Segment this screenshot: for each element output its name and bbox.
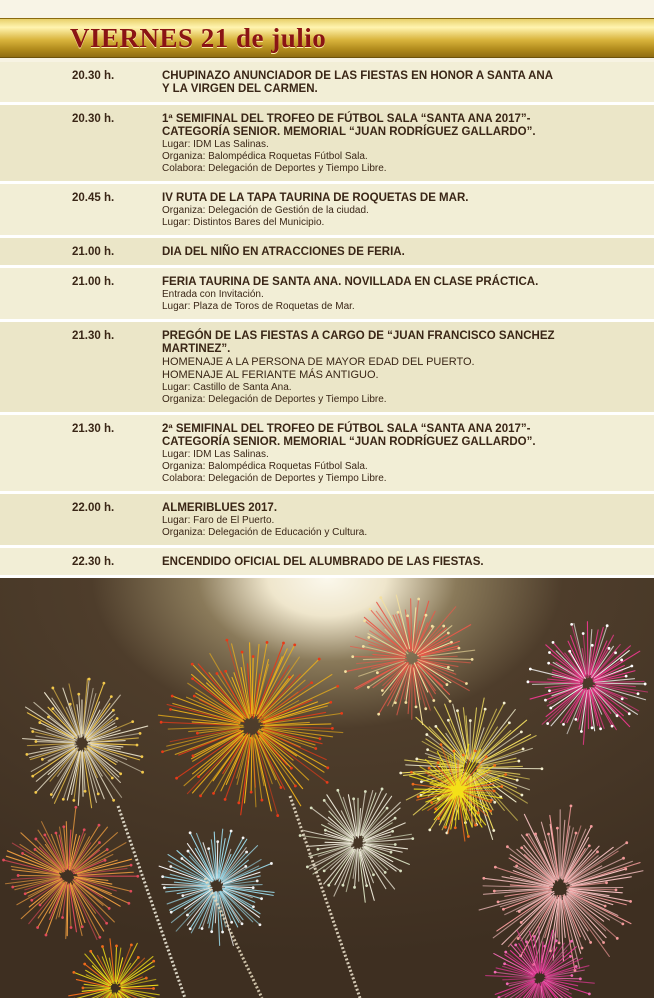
event-detail: Lugar: Plaza de Toros de Roquetas de Mar. [162,301,355,312]
event-content [162,330,602,406]
event-headline: CATEGORÍA SENIOR. MEMORIAL “JUAN RODRÍGUEZ GALLARDO”. [162,436,536,448]
event-time: 21.00 h. [72,246,115,258]
top-strip [0,0,654,20]
event-row [0,268,654,322]
event-headline: CHUPINAZO ANUNCIADOR DE LAS FIESTAS EN HONOR A SANTA ANA [162,70,553,82]
event-row [0,494,654,548]
event-detail: Colabora: Delegación de Deportes y Tiempo Libre. [162,473,387,484]
fireworks-illustration [0,578,654,998]
event-content [162,70,602,96]
event-time: 22.00 h. [72,502,115,514]
event-time: 22.30 h. [72,556,115,568]
event-time: 20.30 h. [72,70,115,82]
event-headline: FERIA TAURINA DE SANTA ANA. NOVILLADA EN CLASE PRÁCTICA. [162,276,539,288]
event-content [162,113,602,175]
event-detail: Organiza: Delegación de Deportes y Tiempo Libre. [162,394,387,405]
event-detail: Organiza: Delegación de Gestión de la ciudad. [162,205,369,216]
day-banner [0,18,654,58]
event-detail: Lugar: Faro de El Puerto. [162,515,275,526]
event-row [0,322,654,415]
event-content [162,502,602,539]
event-row [0,415,654,494]
event-time: 21.00 h. [72,276,115,288]
event-headline: ALMERIBLUES 2017. [162,502,278,514]
event-detail: Organiza: Balompédica Roquetas Fútbol Sala. [162,461,368,472]
event-tribute: HOMENAJE A LA PERSONA DE MAYOR EDAD DEL PUERTO. [162,356,475,368]
event-row [0,62,654,105]
event-content [162,246,602,259]
event-time: 20.45 h. [72,192,115,204]
event-row [0,238,654,268]
event-headline: IV RUTA DE LA TAPA TAURINA DE ROQUETAS DE MAR. [162,192,469,204]
event-headline: CATEGORÍA SENIOR. MEMORIAL “JUAN RODRÍGUEZ GALLARDO”. [162,126,536,138]
event-detail: Lugar: Distintos Bares del Municipio. [162,217,325,228]
event-time: 20.30 h. [72,113,115,125]
event-content [162,423,602,485]
event-tribute: HOMENAJE AL FERIANTE MÁS ANTIGUO. [162,369,379,381]
event-detail: Entrada con Invitación. [162,289,264,300]
event-schedule [0,62,654,578]
event-detail: Organiza: Delegación de Educación y Cultura. [162,527,368,538]
event-detail: Organiza: Balompédica Roquetas Fútbol Sala. [162,151,368,162]
event-row [0,105,654,184]
event-detail: Colabora: Delegación de Deportes y Tiempo Libre. [162,163,387,174]
event-detail: Lugar: IDM Las Salinas. [162,449,269,460]
event-headline: Y LA VIRGEN DEL CARMEN. [162,83,318,95]
event-headline: ENCENDIDO OFICIAL DEL ALUMBRADO DE LAS FIESTAS. [162,556,484,568]
event-row [0,184,654,238]
event-content [162,192,602,229]
event-headline: 2ª SEMIFINAL DEL TROFEO DE FÚTBOL SALA “SANTA ANA 2017”- [162,423,531,435]
banner-title: VIERNES 21 de julio [70,23,327,53]
event-headline: PREGÓN DE LAS FIESTAS A CARGO DE “JUAN FRANCISCO SANCHEZ [162,330,555,342]
event-row [0,548,654,578]
event-detail: Lugar: Castillo de Santa Ana. [162,382,292,393]
event-detail: Lugar: IDM Las Salinas. [162,139,269,150]
event-headline: MARTINEZ”. [162,343,231,355]
event-headline: 1ª SEMIFINAL DEL TROFEO DE FÚTBOL SALA “SANTA ANA 2017”- [162,113,531,125]
event-headline: DIA DEL NIÑO EN ATRACCIONES DE FERIA. [162,246,405,258]
event-time: 21.30 h. [72,423,115,435]
event-content [162,276,602,313]
event-content [162,556,602,569]
event-time: 21.30 h. [72,330,115,342]
